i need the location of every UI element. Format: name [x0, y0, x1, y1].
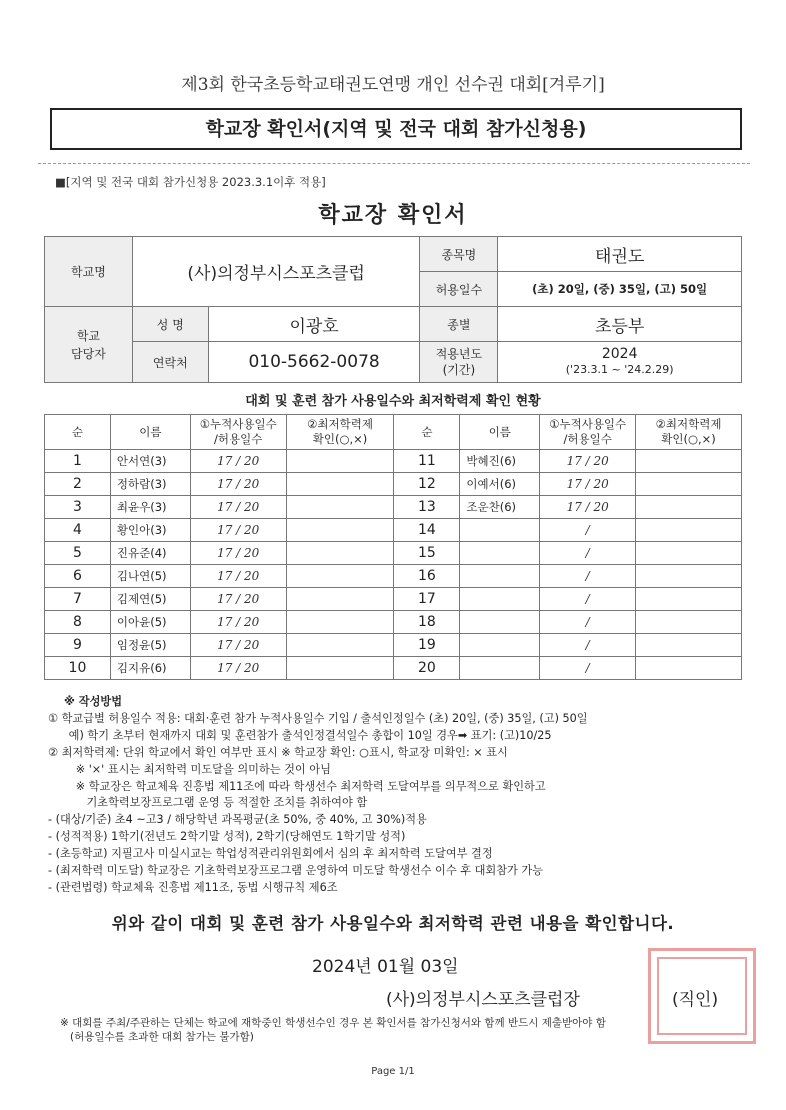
- school-label: 학교명: [45, 237, 133, 307]
- days-used: /: [540, 611, 636, 634]
- signer-name: (사)의정부시스포츠클럽장: [386, 990, 580, 1010]
- days-used: 17 / 20: [190, 565, 286, 588]
- row-number: 10: [45, 657, 111, 680]
- allowed-days-label: 허용일수: [420, 272, 498, 307]
- days-used: /: [540, 657, 636, 680]
- student-name: 조운찬(6): [460, 496, 540, 519]
- min-academic-check: [286, 542, 394, 565]
- min-academic-check: [636, 450, 742, 473]
- table-row: [45, 588, 742, 611]
- student-name: 박혜진(6): [460, 450, 540, 473]
- student-name: [460, 588, 540, 611]
- min-academic-check: [636, 588, 742, 611]
- days-used: 17 / 20: [190, 611, 286, 634]
- roster-table: [44, 414, 742, 680]
- row-number: 14: [394, 519, 460, 542]
- table-row: [45, 450, 742, 473]
- col-no: 순: [45, 415, 111, 450]
- days-used: 17 / 20: [190, 634, 286, 657]
- min-academic-check: [636, 496, 742, 519]
- student-name: [460, 657, 540, 680]
- row-number: 16: [394, 565, 460, 588]
- row-number: 12: [394, 473, 460, 496]
- confirmation-statement: 위와 같이 대회 및 훈련 참가 사용일수와 최저학력 관련 내용을 확인합니다.: [111, 914, 675, 933]
- row-number: 1: [45, 450, 111, 473]
- year-label: 적용년도 (기간): [420, 342, 498, 383]
- seal-label: (직인): [672, 990, 719, 1010]
- document-box-title: 학교장 확인서(지역 및 전국 대회 참가신청용): [50, 108, 742, 150]
- min-academic-check: [286, 634, 394, 657]
- applicability-note: ■[지역 및 전국 대회 참가신청용 2023.3.1이후 적용]: [55, 175, 326, 189]
- col-check: ②최저학력제 확인(○,×): [636, 415, 742, 450]
- table-row: [45, 565, 742, 588]
- days-used: 17 / 20: [190, 657, 286, 680]
- year-value: 2024: [601, 346, 638, 362]
- student-name: 임정윤(5): [110, 634, 190, 657]
- method-line: ※ 학교장은 학교체육 진흥법 제11조에 따라 학생선수 최저학력 도달여부를 의무적으로 확인하고: [58, 779, 546, 793]
- min-academic-check: [286, 496, 394, 519]
- event-label: 종목명: [420, 237, 498, 272]
- days-used: 17 / 20: [190, 588, 286, 611]
- col-days: ①누적사용일수 /허용일수: [190, 415, 286, 450]
- row-number: 15: [394, 542, 460, 565]
- footnote-line: (허용일수를 초과한 대회 참가는 불가함): [60, 1031, 254, 1043]
- days-used: 17 / 20: [190, 496, 286, 519]
- min-academic-check: [636, 657, 742, 680]
- method-line: - (최저학력 미도달) 학교장은 기초학력보장프로그램 운영하여 미도달 학생선수 이수 후 대회참가 가능: [48, 864, 543, 877]
- method-line: ※ 작성방법: [64, 695, 122, 708]
- row-number: 3: [45, 496, 111, 519]
- student-name: 김제연(5): [110, 588, 190, 611]
- table-row: [45, 542, 742, 565]
- row-number: 6: [45, 565, 111, 588]
- days-used: /: [540, 634, 636, 657]
- row-number: 2: [45, 473, 111, 496]
- row-number: 7: [45, 588, 111, 611]
- name-label: 성 명: [132, 307, 208, 342]
- manager-label: 학교 담당자: [45, 307, 133, 383]
- col-check: ②최저학력제 확인(○,×): [286, 415, 394, 450]
- contact-label: 연락처: [132, 342, 208, 383]
- days-used: 17 / 20: [540, 450, 636, 473]
- dashed-divider: [38, 163, 750, 164]
- student-name: 진유준(4): [110, 542, 190, 565]
- min-academic-check: [636, 611, 742, 634]
- min-academic-check: [636, 519, 742, 542]
- table-row: [45, 473, 742, 496]
- days-used: /: [540, 519, 636, 542]
- footnote-line: ※ 대회를 주최/주관하는 단체는 학교에 재학중인 학생선수인 경우 본 확인서를 참가신청서와 함께 반드시 제출받아야 함: [60, 1017, 606, 1029]
- table-row: [45, 611, 742, 634]
- student-name: 정하람(3): [110, 473, 190, 496]
- student-name: [460, 634, 540, 657]
- days-used: 17 / 20: [540, 473, 636, 496]
- row-number: 11: [394, 450, 460, 473]
- student-name: 안서연(3): [110, 450, 190, 473]
- name-value: 이광호: [208, 307, 420, 342]
- min-academic-check: [636, 565, 742, 588]
- min-academic-check: [286, 611, 394, 634]
- min-academic-check: [286, 450, 394, 473]
- student-name: 김지유(6): [110, 657, 190, 680]
- row-number: 19: [394, 634, 460, 657]
- row-number: 13: [394, 496, 460, 519]
- days-used: 17 / 20: [190, 473, 286, 496]
- row-number: 9: [45, 634, 111, 657]
- min-academic-check: [286, 519, 394, 542]
- method-line: 예) 학기 초부터 현재까지 대회 및 훈련참가 출석인정결석일수 총합이 10일 경우➡ 표기: (고)10/25: [58, 728, 552, 742]
- method-line: - (초등학교) 지필고사 미실시교는 학업성적관리위원회에서 심의 후 최저학력 도달여부 결정: [48, 847, 493, 861]
- student-name: 이아윤(5): [110, 611, 190, 634]
- min-academic-check: [286, 657, 394, 680]
- method-line: - (성적적용) 1학기(전년도 2학기말 성적), 2학기(당해연도 1학기말 성적): [48, 830, 406, 844]
- days-used: /: [540, 588, 636, 611]
- info-table: [44, 236, 742, 383]
- min-academic-check: [286, 588, 394, 611]
- event-value: 태권도: [498, 237, 742, 272]
- days-used: 17 / 20: [190, 519, 286, 542]
- student-name: [460, 542, 540, 565]
- student-name: 김나연(5): [110, 565, 190, 588]
- school-value: (사)의정부시스포츠클럽: [132, 237, 420, 307]
- row-number: 18: [394, 611, 460, 634]
- method-line: ※ '×' 표시는 최저학력 미도달을 의미하는 것이 아님: [58, 762, 331, 776]
- col-name: 이름: [460, 415, 540, 450]
- method-line: - (관련법령) 학교체육 진흥법 제11조, 동법 시행규칙 제6조: [48, 880, 338, 894]
- min-academic-check: [636, 473, 742, 496]
- competition-header: 제3회 한국초등학교태권도연맹 개인 선수권 대회[겨루기]: [181, 75, 605, 95]
- year-period: ('23.3.1 ~ '24.2.29): [565, 363, 674, 376]
- allowed-days-value: (초) 20일, (중) 35일, (고) 50일: [498, 272, 742, 307]
- row-number: 17: [394, 588, 460, 611]
- row-number: 20: [394, 657, 460, 680]
- row-number: 8: [45, 611, 111, 634]
- method-line: 기초학력보장프로그램 운영 등 적절한 조치를 취하여야 함: [58, 796, 368, 810]
- days-used: 17 / 20: [190, 450, 286, 473]
- student-name: 황인아(3): [110, 519, 190, 542]
- method-line: - (대상/기준) 초4 ~고3 / 해당학년 과목평균(초 50%, 중 40%, 고 30%)적용: [48, 813, 427, 827]
- method-line: ① 학교급별 허용일수 적용: 대회·훈련 참가 누적사용일수 기입 / 출석인정일수 (초) 20일, (중) 35일, (고) 50일: [48, 711, 588, 725]
- student-name: 이예서(6): [460, 473, 540, 496]
- student-name: [460, 565, 540, 588]
- min-academic-check: [286, 565, 394, 588]
- table-row: [45, 519, 742, 542]
- min-academic-check: [636, 542, 742, 565]
- section-title: 대회 및 훈련 참가 사용일수와 최저학력제 확인 현황: [245, 394, 541, 409]
- contact-value: 010-5662-0078: [208, 342, 420, 383]
- type-value: 초등부: [498, 307, 742, 342]
- min-academic-check: [286, 473, 394, 496]
- min-academic-check: [636, 634, 742, 657]
- year-cell: [498, 342, 742, 383]
- student-name: [460, 611, 540, 634]
- student-name: [460, 519, 540, 542]
- table-row: [45, 496, 742, 519]
- days-used: /: [540, 542, 636, 565]
- signing-date: 2024년 01월 03일: [312, 957, 459, 977]
- document-title: 학교장 확인서: [318, 203, 468, 228]
- method-line: ② 최저학력제: 단위 학교에서 확인 여부만 표시 ※ 학교장 확인: ○표시, 학교장 미확인: × 표시: [48, 745, 508, 759]
- days-used: 17 / 20: [540, 496, 636, 519]
- type-label: 종별: [420, 307, 498, 342]
- days-used: /: [540, 565, 636, 588]
- days-used: 17 / 20: [190, 542, 286, 565]
- table-row: [45, 657, 742, 680]
- col-no: 순: [394, 415, 460, 450]
- col-name: 이름: [110, 415, 190, 450]
- row-number: 4: [45, 519, 111, 542]
- table-row: [45, 634, 742, 657]
- col-days: ①누적사용일수 /허용일수: [540, 415, 636, 450]
- page-number: Page 1/1: [371, 1066, 415, 1077]
- student-name: 최윤우(3): [110, 496, 190, 519]
- row-number: 5: [45, 542, 111, 565]
